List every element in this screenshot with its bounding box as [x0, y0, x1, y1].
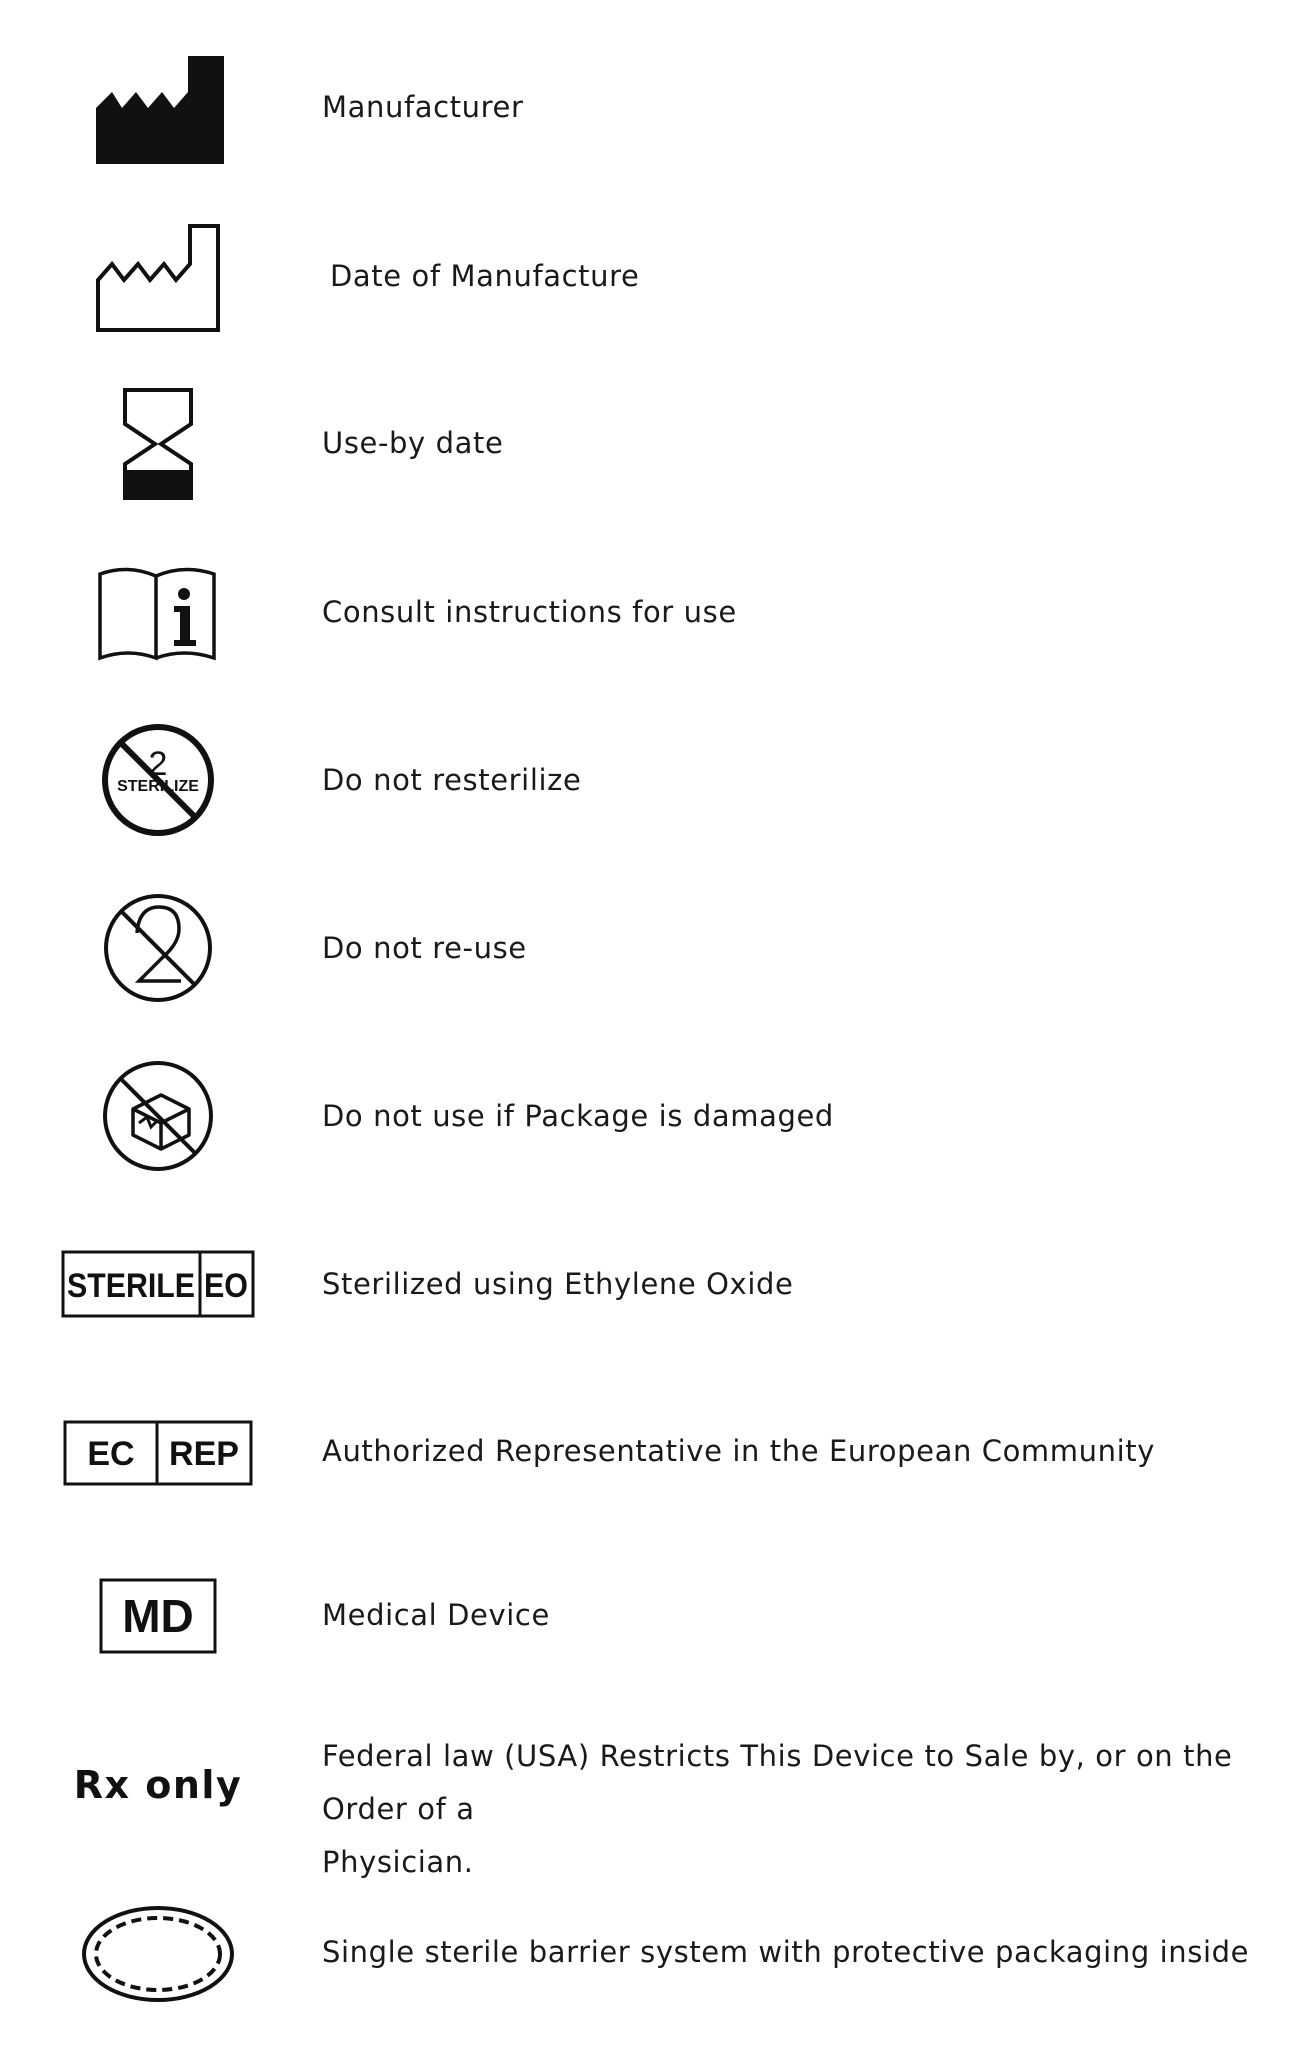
- damaged-package-icon: [60, 1048, 256, 1184]
- do-not-reuse-icon: [60, 880, 256, 1016]
- legend-row-ec-rep: [0, 1408, 1314, 1498]
- rx-only-label: Rx only: [73, 1763, 243, 1807]
- resterilize-label: STERILIZE: [117, 778, 199, 795]
- legend-description: [322, 1730, 1314, 1889]
- legend-description: Do not re-use: [322, 931, 527, 965]
- legend-row-do-not-resterilize: [0, 712, 1314, 848]
- legend-row-rx-only: [0, 1730, 1314, 1879]
- legend-row-date-of-manufacture: [0, 208, 1314, 344]
- legend-row-sterile-eo: [0, 1240, 1314, 1330]
- medical-device-icon: [60, 1568, 256, 1664]
- sterile-eo-icon: [60, 1240, 256, 1330]
- rx-only-icon: [60, 1730, 256, 1840]
- manufacturer-icon: [60, 40, 256, 176]
- rep-label: REP: [169, 1435, 239, 1473]
- ec-rep-icon: [60, 1408, 256, 1498]
- legend-description: Sterilized using Ethylene Oxide: [322, 1267, 794, 1301]
- legend-description: Single sterile barrier system with protective packaging inside: [322, 1935, 1250, 1969]
- legend-row-manufacturer: [0, 40, 1314, 176]
- legend-description: Medical Device: [322, 1598, 550, 1632]
- legend-row-use-by-date: [0, 376, 1314, 512]
- do-not-resterilize-icon: [60, 712, 256, 848]
- legend-row-sterile-barrier: [0, 1892, 1314, 2016]
- legend-row-damaged-package: [0, 1048, 1314, 1184]
- legend-description: Manufacturer: [322, 90, 524, 124]
- ec-label: EC: [87, 1435, 135, 1473]
- legend-description: Use-by date: [322, 426, 504, 460]
- sterile-barrier-icon: [60, 1892, 256, 2016]
- resterilize-digit: 2: [148, 745, 168, 783]
- legend-description: Do not use if Package is damaged: [322, 1099, 834, 1133]
- legend-description-line2: Physician.: [322, 1845, 474, 1879]
- legend-description: Authorized Representative in the European Community: [322, 1434, 1155, 1468]
- instructions-book-icon: [60, 546, 256, 678]
- legend-row-do-not-reuse: [0, 880, 1314, 1016]
- sterile-label: STERILE: [67, 1267, 195, 1305]
- legend-description: Date of Manufacture: [330, 259, 640, 293]
- legend-description: Do not resterilize: [322, 763, 582, 797]
- legend-row-consult-instructions: [0, 546, 1314, 678]
- legend-description: Consult instructions for use: [322, 595, 737, 629]
- legend-row-medical-device: [0, 1568, 1314, 1664]
- date-of-manufacture-icon: [60, 208, 256, 344]
- legend-description-line1: Federal law (USA) Restricts This Device to Sale by, or on the Order of a: [322, 1739, 1233, 1826]
- hourglass-icon: [60, 376, 256, 512]
- md-label: MD: [122, 1590, 194, 1642]
- eo-label: EO: [204, 1267, 248, 1305]
